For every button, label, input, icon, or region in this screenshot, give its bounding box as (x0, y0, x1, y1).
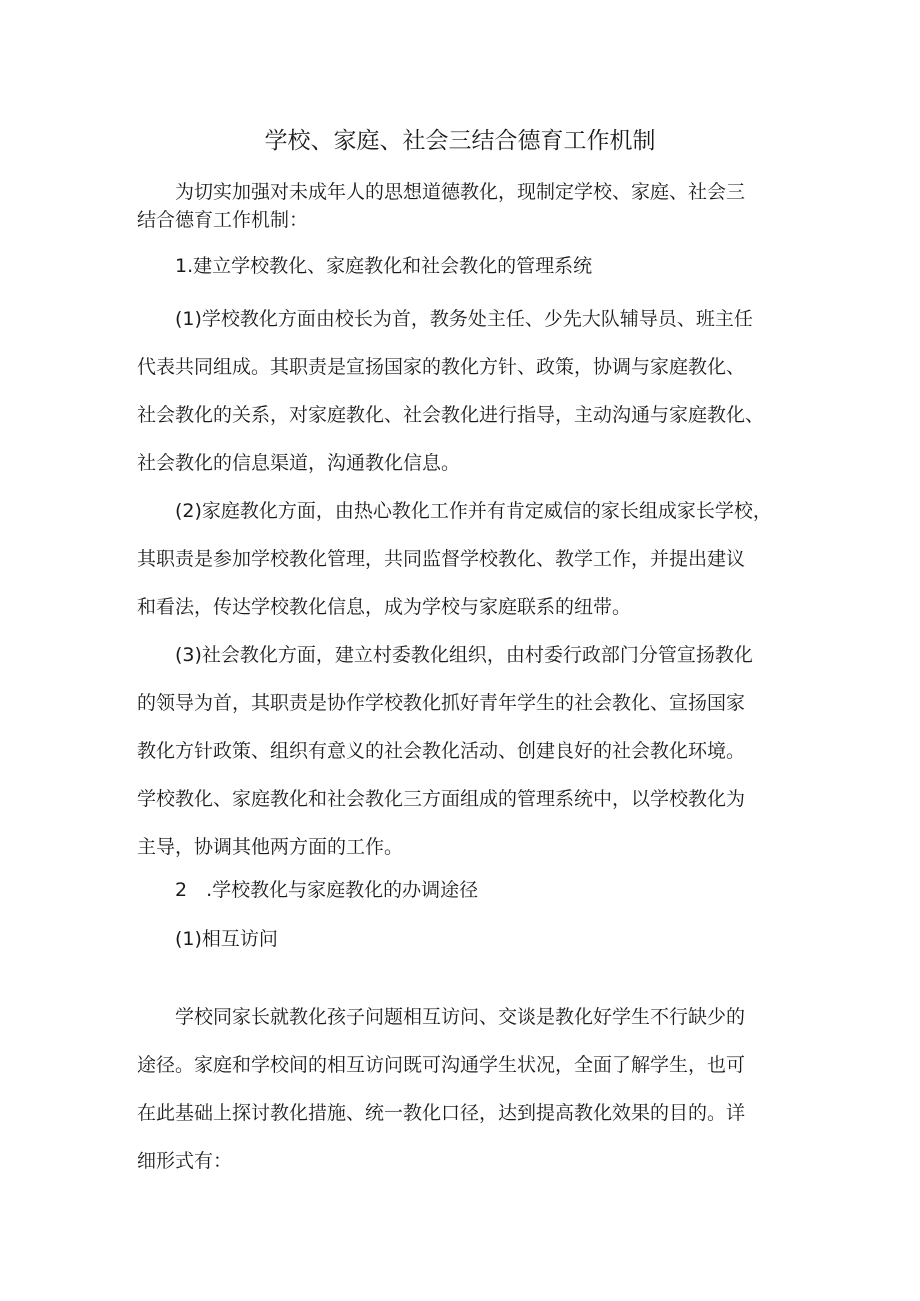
intro-paragraph (137, 178, 797, 234)
paragraph-line: 途径。家庭和学校间的相互访问既可沟通学生状况，全面了解学生，也可 (137, 1054, 746, 1076)
section1-item3-paragraph (137, 631, 797, 871)
intro-line: 为切实加强对未成年人的思想道德教化，现制定学校、家庭、社会三 (137, 181, 746, 203)
paragraph-line: (2)家庭教化方面，由热心教化工作并有肯定威信的家长组成家长学校， (137, 500, 772, 522)
paragraph-line: 代表共同组成。其职责是宣扬国家的教化方针、政策，协调与家庭教化、 (137, 356, 746, 378)
paragraph-line: 学校同家长就教化孩子问题相互访问、交谈是教化好学生不行缺少的 (137, 1006, 746, 1028)
paragraph-line: 其职责是参加学校教化管理，共同监督学校教化、教学工作，并提出建议 (137, 548, 746, 570)
section1-heading: 1.建立学校教化、家庭教化和社会教化的管理系统 (137, 255, 593, 277)
paragraph-line: 在此基础上探讨教化措施、统一教化口径，达到提高教化效果的目的。详 (137, 1102, 746, 1124)
section2-visit-paragraph (137, 993, 797, 1185)
document-title: 学校、家庭、社会三结合德育工作机制 (264, 128, 656, 154)
paragraph-line: 教化方针政策、组织有意义的社会教化活动、创建良好的社会教化环境。 (137, 740, 746, 762)
section2-item1-heading: (1)相互访问 (137, 928, 278, 950)
paragraph-line: 主导，协调其他两方面的工作。 (137, 836, 404, 858)
section1-item2-paragraph (137, 487, 797, 631)
paragraph-line: (3)社会教化方面，建立村委教化组织，由村委行政部门分管宣扬教化 (137, 644, 753, 666)
paragraph-line: 学校教化、家庭教化和社会教化三方面组成的管理系统中，以学校教化为 (137, 788, 746, 810)
section2-heading: 2 .学校教化与家庭教化的办调途径 (137, 879, 479, 901)
paragraph-line: 和看法，传达学校教化信息，成为学校与家庭联系的纽带。 (137, 596, 632, 618)
paragraph-line: 的领导为首，其职责是协作学校教化抓好青年学生的社会教化、宣扬国家 (137, 692, 746, 714)
paragraph-line: 社会教化的信息渠道，沟通教化信息。 (137, 452, 461, 474)
paragraph-line: 社会教化的关系，对家庭教化、社会教化进行指导，主动沟通与家庭教化、 (137, 404, 765, 426)
paragraph-line: (1)学校教化方面由校长为首，教务处主任、少先大队辅导员、班主任 (137, 308, 753, 330)
intro-line: 结合德育工作机制： (137, 209, 309, 231)
section1-item1-paragraph (137, 295, 797, 487)
paragraph-line: 细形式有： (137, 1150, 233, 1172)
